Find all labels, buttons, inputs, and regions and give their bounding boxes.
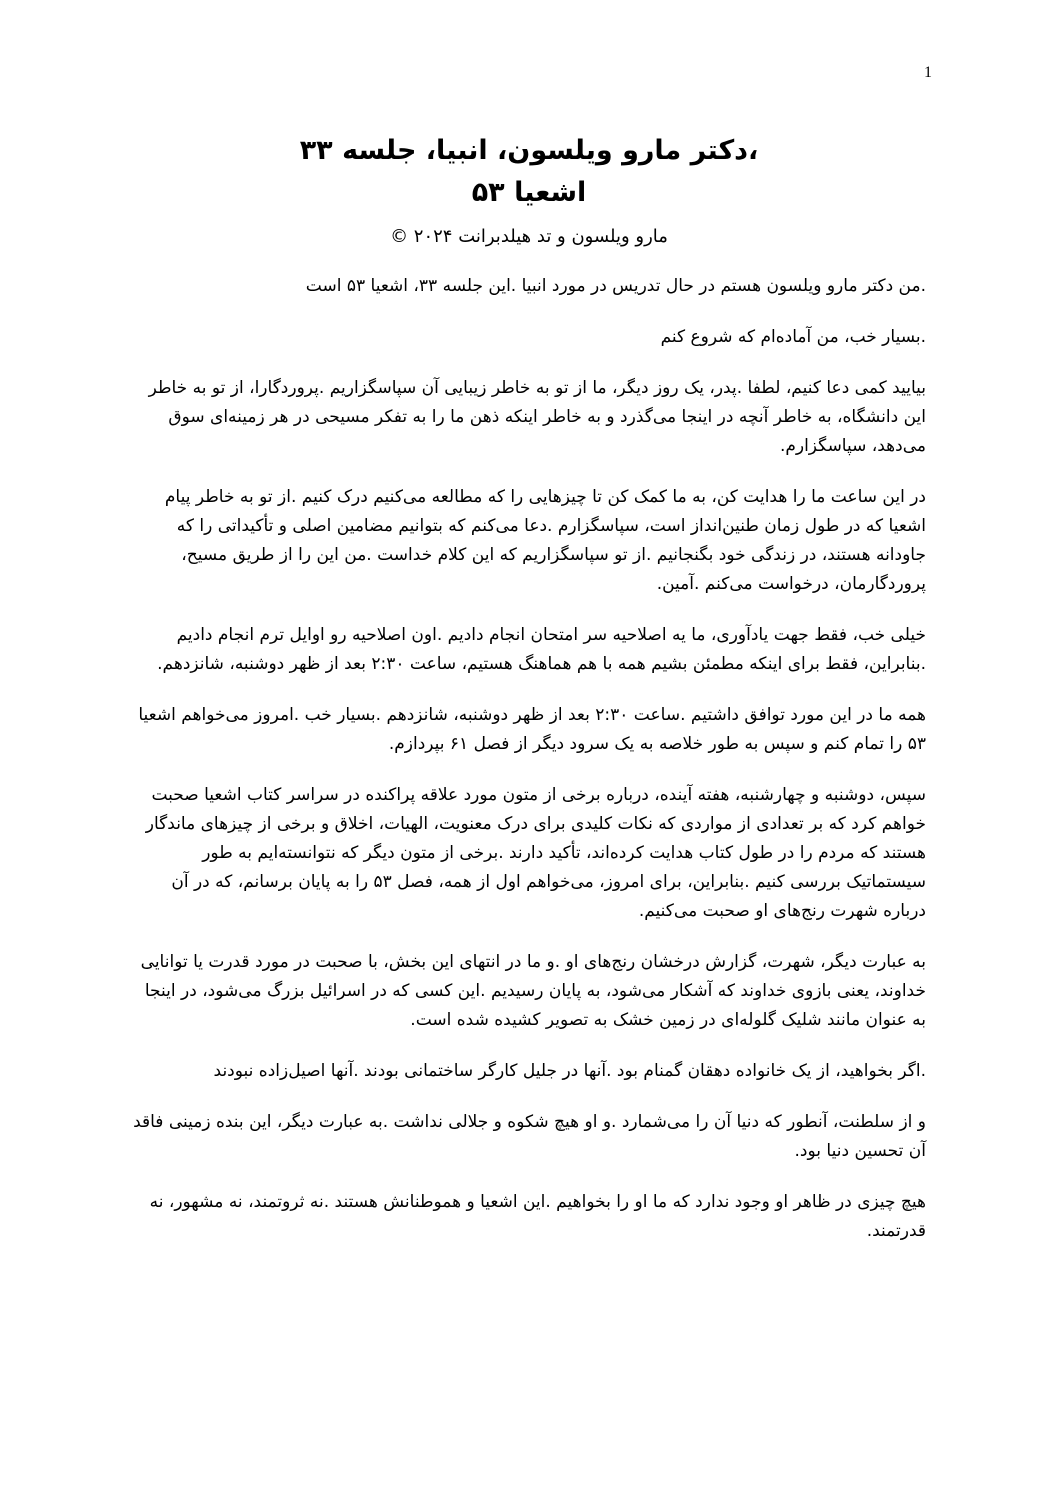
paragraph-kingship: و از سلطنت، آنطور که دنیا آن را می‌شمارد .و او هیچ شکوه و جلالی نداشت .به عبارت دیگر، این بنده زمینی فاقد آن تحسین دنیا بود. xyxy=(133,1112,926,1161)
document-header xyxy=(0,130,1058,250)
paragraph-ready: .بسیار خب، من آماده‌ام که شروع کنم xyxy=(660,327,926,347)
paragraph-intro: .من دکتر مارو ویلسون هستم در حال تدریس در مورد انبیا .این جلسه ۳۳، اشعیا ۵۳ است xyxy=(305,276,926,296)
paragraph-appearance: هیچ چیزی در ظاهر او وجود ندارد که ما او را بخواهیم .این اشعیا و هموطنانش هستند .نه ثروتمند، نه مشهور، نه قدرتمند. xyxy=(149,1192,926,1241)
document-body xyxy=(126,272,926,1268)
paragraph-report: به عبارت دیگر، شهرت، گزارش درخشان رنج‌های او .و ما در انتهای این بخش، با صحبت در مورد قدرت یا توانایی خداوند، یعنی بازوی خداوند که آشکار می‌شود، به پایان رسیدیم .این کسی که در اسرائیل بزرگ می‌شود، در اینجا به عنوان مانند شلیک گلوله‌ای در زمین خشک به تصویر کشیده شده است. xyxy=(140,952,926,1030)
paragraph-exam-note: خیلی خب، فقط جهت یادآوری، ما یه اصلاحیه سر امتحان انجام دادیم .اون اصلاحیه رو اوایل ترم انجام دادیم .بنابراین، فقط برای اینکه مطمئن بشیم همه با هم هماهنگ هستیم، ساعت ۲:۳۰ بعد از ظهر دوشنبه، شانزدهم. xyxy=(157,625,926,674)
copyright-line: مارو ویلسون و تد هیلدبرانت ۲۰۲۴ © xyxy=(390,226,668,247)
document-subtitle: اشعیا ۵۳ xyxy=(471,177,587,208)
paragraph-today-plan: همه ما در این مورد توافق داشتیم .ساعت ۲:۳۰ بعد از ظهر دوشنبه، شانزدهم .بسیار خب .امروز می‌خواهم اشعیا ۵۳ را تمام کنم و سپس به طور خلاصه به یک سرود دیگر از فصل ۶۱ بپردازم. xyxy=(138,705,926,754)
paragraph-prayer-2: در این ساعت ما را هدایت کن، به ما کمک کن تا چیزهایی را که مطالعه می‌کنیم درک کنیم .از تو به خاطر پیام اشعیا که در طول زمان طنین‌انداز است، سپاسگزارم .دعا می‌کنم که بتوانیم مضامین اصلی و تأکیداتی را که جاودانه هستند، در زندگی خود بگنجانیم .از تو سپاسگزاریم که این کلام خداست .من این را از طریق مسیح، پروردگارمان، درخواست می‌کنم .آمین. xyxy=(164,487,926,594)
paragraph-prayer-1: بیایید کمی دعا کنیم، لطفا .پدر، یک روز دیگر، ما از تو به خاطر زیبایی آن سپاسگزاریم .پروردگارا، از تو به خاطر این دانشگاه، به خاطر آنچه در اینجا می‌گذرد و به خاطر اینکه ذهن ما را به تفکر مسیحی در هر زمینه‌ای سوق می‌دهد، سپاسگزارم. xyxy=(148,378,926,456)
page-number: 1 xyxy=(924,64,932,81)
paragraph-next-week: سپس، دوشنبه و چهارشنبه، هفته آینده، درباره برخی از متون مورد علاقه پراکنده در سراسر کتاب اشعیا صحبت خواهم کرد که بر تعدادی از مواردی که نکات کلیدی برای درک معنویت، الهیات، اخلاق و برخی از چیزهای ماندگار هستند که مردم را در طول کتاب هدایت کرده‌اند، تأکید دارند .برخی از متون دیگر که نتوانسته‌ایم به طور سیستماتیک بررسی کنیم .بنابراین، برای امروز، می‌خواهم اول از همه، فصل ۵۳ را به پایان برسانم، که در آن درباره شهرت رنج‌های او صحبت می‌کنیم. xyxy=(145,785,926,921)
paragraph-family: .اگر بخواهید، از یک خانواده دهقان گمنام بود .آنها در جلیل کارگر ساختمانی بودند .آنها اصیل‌زاده نبودند xyxy=(213,1061,926,1081)
document-title: ،دکتر مارو ویلسون، انبیا، جلسه ۳۳ xyxy=(299,135,759,166)
